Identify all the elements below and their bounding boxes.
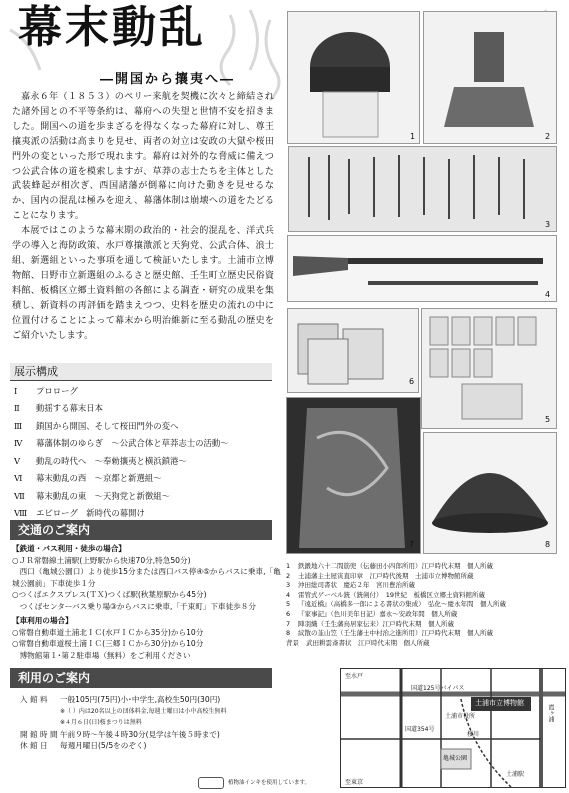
rail-line: ○ＪＲ常磐線土浦駅(上野駅から快速70分,特急50分) — [12, 555, 191, 565]
caption-row: 2 土浦藩主土屋寅直印章 江戸時代後期 土浦市立博物館所蔵 — [286, 571, 474, 580]
usage-heading: 利用のご案内 — [10, 668, 272, 688]
exhibit-item: Ⅱ 動揺する幕末日本 — [14, 403, 103, 414]
photo-seal — [423, 11, 557, 144]
exhibit-item: Ⅲ 鎖国から開国、そして桜田門外の変へ — [14, 420, 179, 431]
exhibit-item: Ⅰ プロローグ — [14, 385, 78, 396]
photo-number: 2 — [545, 132, 551, 141]
photo-helmet — [287, 11, 420, 144]
map-lake-label: 霞ヶ浦 — [547, 704, 554, 722]
exhibit-item: Ⅳ 幕藩体制のゆらぎ ～公武合体と草莽志士の活動～ — [14, 438, 229, 449]
exhibit-list — [14, 382, 276, 522]
photo-number: 4 — [545, 290, 551, 299]
exhibit-item: Ⅶ 幕末動乱の東 ～天狗党と新徴組～ — [14, 490, 170, 501]
usage-row: ※（ ）内は20名以上の団体料金,毎週土曜日は小中高校生無料 — [60, 707, 227, 715]
photo-rifle — [287, 235, 557, 302]
photo-number: 1 — [410, 132, 416, 141]
car-line: 博物館第１･第２駐車場（無料）をご利用ください — [12, 650, 191, 660]
map-route354-label: 国道354号 — [405, 726, 435, 733]
exhibit-item: Ⅴ 動乱の時代へ ～奉勅攘夷と横浜鎖港～ — [14, 455, 187, 466]
caption-row: 8 紋散の韮山笠（壬生藩士中村治之進所用）江戸時代末期 個人所蔵 — [286, 629, 493, 638]
map-north-label: 至水戸 — [345, 673, 364, 680]
rail-heading: 【鉄道・バス利用・徒歩の場合】 — [12, 544, 126, 553]
usage-info — [20, 694, 282, 752]
usage-row: 休 館 日 毎週月曜日(5/5をのぞく) — [20, 741, 147, 750]
photo-number: 8 — [545, 540, 551, 549]
photo-captions — [286, 562, 566, 648]
usage-row: 開 館 時 間 午前９時～午後４時30分(見学は午後５時まで) — [20, 729, 220, 739]
map-river-label: 桜川 — [467, 731, 480, 738]
map-museum-label: 土浦市立博物館 — [475, 699, 524, 707]
exhibit-item: Ⅵ 幕末動乱の西 ～京都と新選組～ — [14, 473, 162, 484]
intro-paragraph: 嘉永６年（１８５３）のペリー来航を契機に次々と締結された諸外国との不平等条約は、幕府への失望と世情不安を招きました。開国への道を歩まざるを得なくなった幕府に対し、尊王攘夷派の活動は高まりを見せ、両者の対立は安政の大獄や桜田門外の変といった形で現れます。幕府は対外的な脅威に備えつつ公武合体の道を模索しますが、草莽の志士たちを主体とした武装蜂起が相次ぎ、西国諸藩が倒幕に向けた動きを見せるなか、国内の混乱は極みを迎え、幕藩体制は崩壊への道をたどることになります。 — [12, 92, 274, 222]
vegetable-ink-logo — [198, 777, 224, 789]
rail-line: 西口（亀城公園口）より徒歩15分または西口バス停④⑤からバスに乗車,「亀城公園前」下車徒歩１分 — [12, 567, 281, 588]
caption-row: 7 陣羽織（壬生藩鳥居家伝来）江戸時代末期 個人所蔵 — [286, 619, 454, 628]
photo-letter — [288, 146, 557, 232]
exhibit-item: Ⅷ エピローグ 新時代の幕開け — [14, 508, 145, 519]
intro-text — [12, 90, 274, 343]
photo-documents — [421, 308, 557, 429]
photo-jinbaori — [286, 397, 421, 554]
caption-row: 1 鉄鍛地六十二間筋兜（伝藤田小四郎所用）江戸時代末期 個人所蔵 — [286, 562, 493, 570]
rail-line: つくばセンターバス乗り場③からバスに乗車,「千束町」下車徒歩８分 — [12, 601, 256, 611]
photo-diary — [287, 308, 419, 393]
photo-number: 7 — [409, 540, 415, 549]
access-heading: 交通のご案内 — [10, 520, 272, 540]
photo-number: 6 — [409, 377, 415, 386]
caption-row: 背景 武田耕雲斎書状 江戸時代末期 個人所蔵 — [286, 638, 430, 647]
usage-row: ※４月６日(日)桜まつりは無料 — [60, 719, 142, 726]
photo-number: 5 — [545, 415, 551, 424]
caption-row: 5 『遠近橋』（高橋多一郎による書状の集成） 弘化～慶永年間 個人所蔵 — [286, 600, 506, 609]
page-title: 幕末動乱 — [18, 2, 206, 53]
rail-line: ○つくばエクスプレス(ＴＸ)つくば駅(秋葉原駅から45分) — [12, 590, 207, 599]
access-map — [340, 668, 566, 788]
caption-row: 4 雷管式ゲーベル銃（銃剣付） 19世紀 板橋区立郷土資料館所蔵 — [286, 590, 486, 599]
map-city-label: 土浦市役所 — [445, 713, 476, 720]
caption-row: 3 沖田総司書状 慶応２年 宮川豊治所蔵 — [286, 581, 415, 590]
photo-number: 3 — [545, 220, 551, 229]
car-line: ○常磐自動車道土浦北ＩＣ(水戸ＩＣから35分)から10分 — [12, 627, 204, 637]
car-heading: 【車利用の場合】 — [12, 616, 73, 625]
map-route-label: 国道125号バイパス — [411, 685, 465, 692]
usage-row: 入 館 料 一般105円(75円)小･中学生,高校生50円(30円) — [20, 695, 221, 704]
intro-paragraph: 本展ではこのような幕末期の政治的・社会的混乱を、洋式兵学の導入と海防政策、水戸尊攘激派と天狗党、公武合体、浪士組、新選組といった事項を通して検証いたします。土浦市立博物館、日野市立新選組のふるさと歴史館、壬生町立歴史民俗資料館、板橋区立郷土資料館の各館による調査・研究の成果を集積し、新資料の再評価を踏まえつつ、史料を歴史の流れの中に位置付けることによって幕末から明治維新に至る動乱の歴史をご紹介いたします。 — [12, 226, 274, 341]
photo-hat — [423, 432, 557, 554]
car-line: ○常磐自動車道桜土浦ＩＣ(三郷ＩＣから30分)から10分 — [12, 639, 204, 648]
access-info — [12, 543, 284, 661]
footer-note: 植物油インキを使用しています。 — [228, 780, 311, 786]
page-subtitle: ―開国から攘夷へ― — [100, 72, 236, 87]
map-station-label: 土浦駅 — [506, 771, 525, 778]
exhibit-heading: 展示構成 — [10, 363, 272, 381]
map-park-label: 亀城公園 — [443, 755, 468, 762]
map-south-label: 至東京 — [345, 779, 364, 786]
caption-row: 6 『家事記』（色川美年日記）嘉永～安政年間 個人所蔵 — [286, 609, 458, 618]
